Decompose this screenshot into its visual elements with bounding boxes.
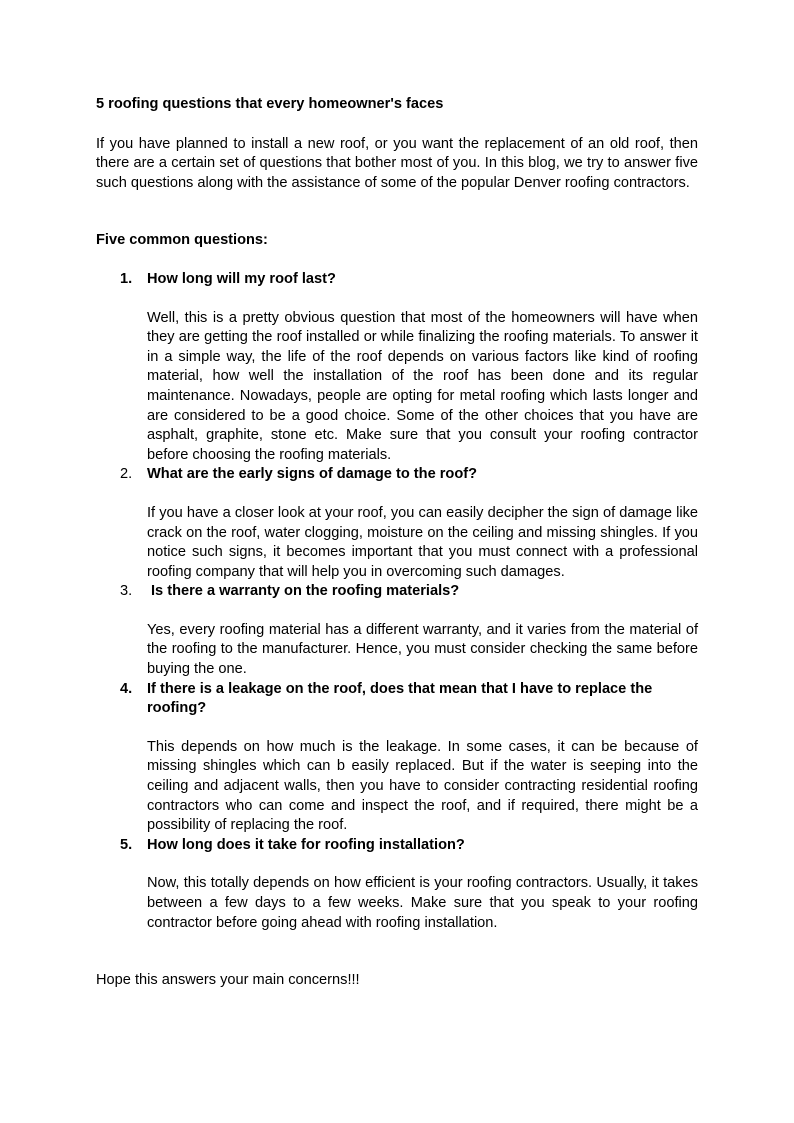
answer-paragraph: Well, this is a pretty obvious question that most of the homeowners will have when they are getting the roof installed or while finalizing the roofing materials. To answer it in a simple way, the life of the roof depends on various factors like kind of roofing material, how well the installation of the roof has been done and its regular maintenance. Nowadays, people are opting for metal roofing which lasts longer and are considered to be a good choice. Some of the other choices that you have are asphalt, graphite, stone etc. Make sure that you consult your roofing contractor before choosing the roofing materials. — [147, 309, 698, 463]
list-item — [96, 836, 698, 933]
list-item — [96, 680, 698, 836]
answer-paragraph: If you have a closer look at your roof, you can easily decipher the sign of damage like crack on the roof, water clogging, moisture on the ceiling and missing shingles. If you notice such signs, it becomes important that you must connect with a professional roofing company that will help you in overcoming such damages. — [147, 504, 698, 580]
question-heading: If there is a leakage on the roof, does that mean that I have to replace the roofing? — [147, 680, 653, 717]
question-heading: How long will my roof last? — [147, 270, 336, 287]
questions-list — [96, 270, 698, 933]
intro-paragraph: If you have planned to install a new roof, or you want the replacement of an old roof, then there are a certain set of questions that bother most of you. In this blog, we try to answer five such questions along with the assistance of some of the popular Denver roofing contractors. — [96, 135, 698, 191]
list-number: 1. — [120, 270, 133, 287]
list-item — [96, 465, 698, 582]
section-heading: Five common questions: — [96, 232, 268, 249]
document-page — [96, 95, 698, 991]
question-heading: How long does it take for roofing installation? — [147, 836, 465, 853]
list-number: 5. — [120, 836, 133, 853]
question-heading: Is there a warranty on the roofing materials? — [151, 583, 460, 600]
closing-line: Hope this answers your main concerns!!! — [96, 972, 360, 989]
list-number: 3. — [120, 583, 133, 600]
answer-paragraph: This depends on how much is the leakage. In some cases, it can be because of missing shingles which can b easily replaced. But if the water is seeping into the ceiling and adjacent walls, then you have to consider contracting residential roofing contractors who can come and inspect the roof, and if required, there might be a possibility of replacing the roof. — [147, 738, 698, 834]
document-title: 5 roofing questions that every homeowner's faces — [96, 96, 444, 112]
list-item — [96, 270, 698, 465]
answer-paragraph: Yes, every roofing material has a different warranty, and it varies from the material of the roofing to the manufacturer. Hence, you must consider checking the same before buying the one. — [147, 621, 698, 678]
question-heading: What are the early signs of damage to the roof? — [147, 466, 478, 483]
list-number: 4. — [120, 680, 133, 697]
list-item — [96, 582, 698, 679]
list-number: 2. — [120, 466, 133, 483]
answer-paragraph: Now, this totally depends on how efficient is your roofing contractors. Usually, it takes between a few days to a few weeks. Make sure that you speak to your roofing contractor before going ahead with roofing installation. — [147, 875, 698, 931]
